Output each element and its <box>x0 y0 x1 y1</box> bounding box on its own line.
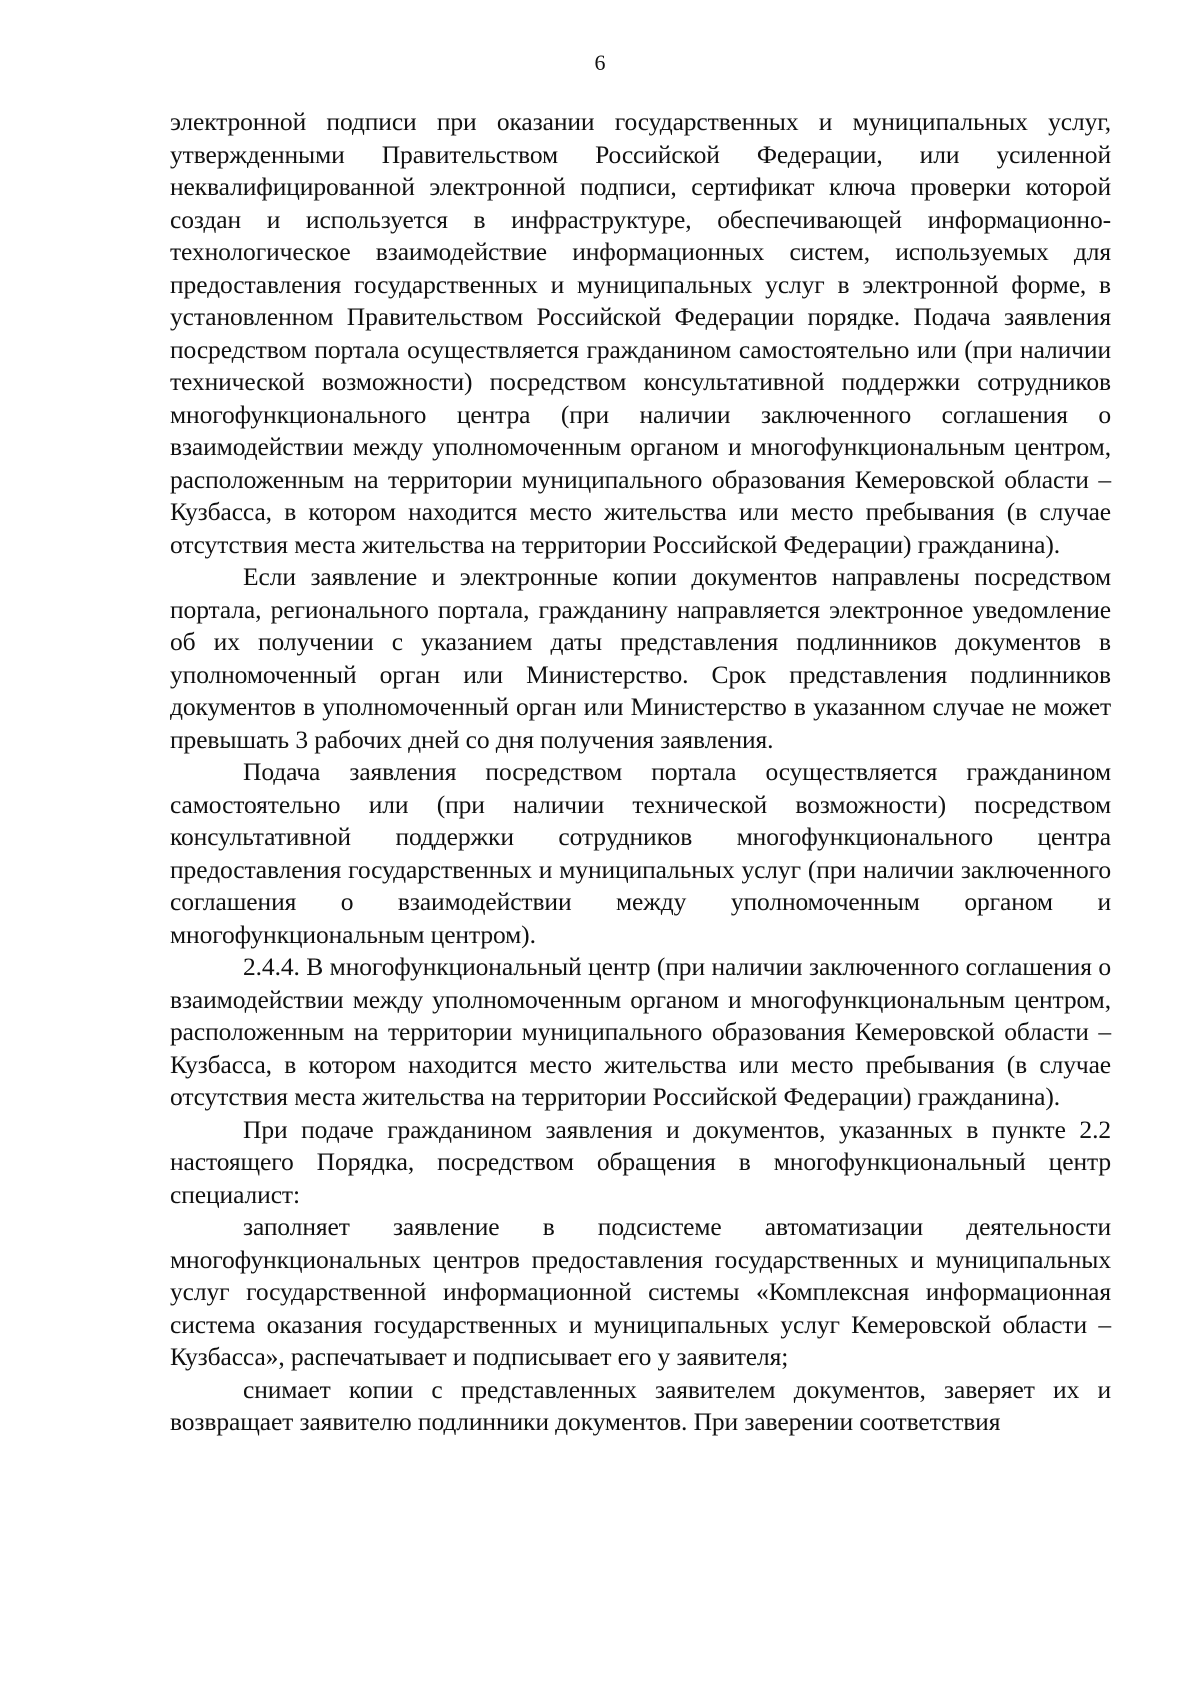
paragraph-2: Если заявление и электронные копии документов направлены посредством портала, регионального портала, гражданину направляется электронное уведомление об их получении с указанием даты представления подлинников документов в уполномоченный орган или Министерство. Срок представления подлинников документов в уполномоченный орган или Министерство в указанном случае не может превышать 3 рабочих дней со дня получения заявления. <box>170 562 1111 754</box>
paragraph-5: При подаче гражданином заявления и документов, указанных в пункте 2.2 настоящего Порядка, посредством обращения в многофункциональный центр специалист: <box>170 1114 1111 1209</box>
paragraph-3: Подача заявления посредством портала осуществляется гражданином самостоятельно или (при наличии технической возможности) посредством консультативной поддержки сотрудников многофункционального центра предоставления государственных и муниципальных услуг (при наличии заключенного соглашения о взаимодействии между уполномоченным органом и многофункциональным центром). <box>170 757 1111 949</box>
paragraph-1: электронной подписи при оказании государственных и муниципальных услуг, утвержденными Правительством Российской Федерации, или усиленной неквалифицированной электронной подписи, сертификат ключа проверки которой создан и используется в инфраструктуре, обеспечивающей информационно-технологическое взаимодействие информационных систем, используемых для предоставления государственных и муниципальных услуг в электронной форме, в установленном Правительством Российской Федерации порядке. Подача заявления посредством портала осуществляется гражданином самостоятельно или (при наличии технической возможности) посредством консультативной поддержки сотрудников многофункционального центра (при наличии заключенного соглашения о взаимодействии между уполномоченным органом и многофункциональным центром, расположенным на территории муниципального образования Кемеровской области – Кузбасса, в котором находится место жительства или место пребывания (в случае отсутствия места жительства на территории Российской Федерации) гражданина). <box>170 107 1111 559</box>
paragraph-4: 2.4.4. В многофункциональный центр (при наличии заключенного соглашения о взаимодействии между уполномоченным органом и многофункциональным центром, расположенным на территории муниципального образования Кемеровской области – Кузбасса, в котором находится место жительства или место пребывания (в случае отсутствия места жительства на территории Российской Федерации) гражданина). <box>170 952 1111 1111</box>
page-number: 6 <box>594 50 606 75</box>
paragraph-7: снимает копии с представленных заявителем документов, заверяет их и возвращает заявителю подлинники документов. При заверении соответствия <box>170 1374 1111 1436</box>
document-body <box>170 106 1111 1439</box>
paragraph-6: заполняет заявление в подсистеме автоматизации деятельности многофункциональных центров предоставления государственных и муниципальных услуг государственной информационной системы «Комплексная информационная система оказания государственных и муниципальных услуг Кемеровской области – Кузбасса», распечатывает и подписывает его у заявителя; <box>170 1212 1111 1371</box>
